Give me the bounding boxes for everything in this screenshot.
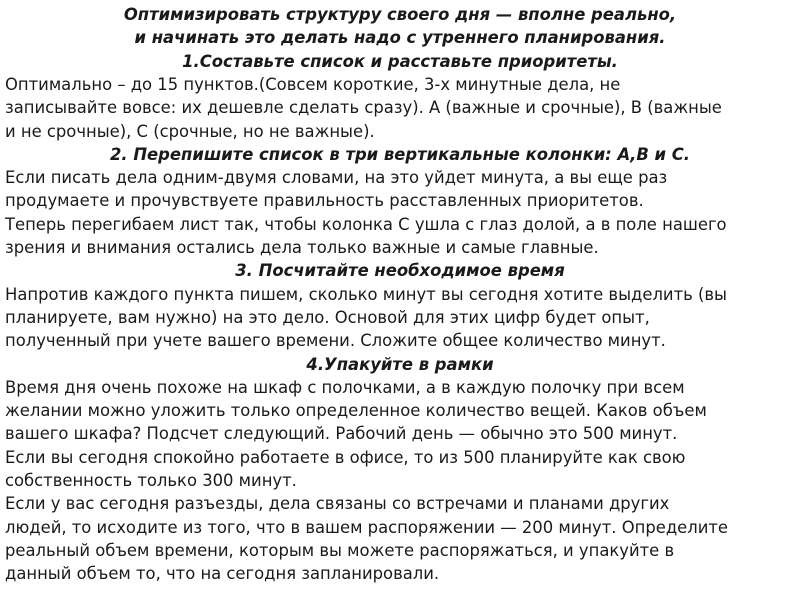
heading-line: 3. Посчитайте необходимое время [235,261,565,281]
body-text-line: полученный при учете вашего времени. Сложите общее количество минут. [5,331,666,351]
body-text-line: Теперь перегибаем лист так, чтобы колонка С ушла с глаз долой, а в поле нашего [5,214,727,234]
heading-line: 2. Перепишите список в три вертикальные колонки: А,В и С. [109,144,690,164]
body-text-line: Оптимально – до 15 пунктов.(Совсем короткие, 3-х минутные дела, не [5,74,621,94]
body-text-line: продумаете и прочувствуете правильность расставленных приоритетов. [5,191,644,211]
body-text-line: Время дня очень похоже на шкаф с полочками, а в каждую полочку при всем [5,377,685,397]
heading-line: и начинать это делать надо с утреннего планирования. [134,28,666,48]
body-text-line: вашего шкафа? Подсчет следующий. Рабочий день — обычно это 500 минут. [5,424,678,444]
body-text-line: Если писать дела одним-двумя словами, на это уйдет минута, а вы еще раз [5,168,668,188]
body-text-line: планируете, вам нужно) на это дело. Основой для этих цифр будет опыт, [5,307,650,327]
body-text-line: Если вы сегодня спокойно работаете в офисе, то из 500 планируйте как свою [5,447,686,467]
body-text-line: и не срочные), С (срочные, но не важные). [5,121,375,141]
body-text-line: реальный объем времени, которым вы можете распоряжаться, и упакуйте в [5,540,675,560]
body-text-line: людей, то исходите из того, что в вашем распоряжении — 200 минут. Определите [5,517,729,537]
body-text-line: зрения и внимания остались дела только важные и самые главные. [5,238,599,257]
body-text-line: записывайте вовсе: их дешевле сделать сразу). А (важные и срочные), В (важные [5,98,722,118]
body-text-line: Напротив каждого пункта пишем, сколько минут вы сегодня хотите выделить (вы [5,284,727,304]
body-text-line: Если у вас сегодня разъезды, дела связаны со встречами и планами других [5,494,670,514]
body-text-line: данный объем то, что на сегодня запланировали. [5,564,440,584]
body-text-line: желании можно уложить только определенное количество вещей. Каков объем [5,401,707,421]
heading-line: Оптимизировать структуру своего дня — вполне реально, [123,5,677,24]
heading-line: 1.Составьте список и расставьте приоритеты. [182,51,618,71]
heading-line: 4.Упакуйте в рамки [306,354,494,374]
body-text-line: собственность только 300 минут. [5,471,297,490]
